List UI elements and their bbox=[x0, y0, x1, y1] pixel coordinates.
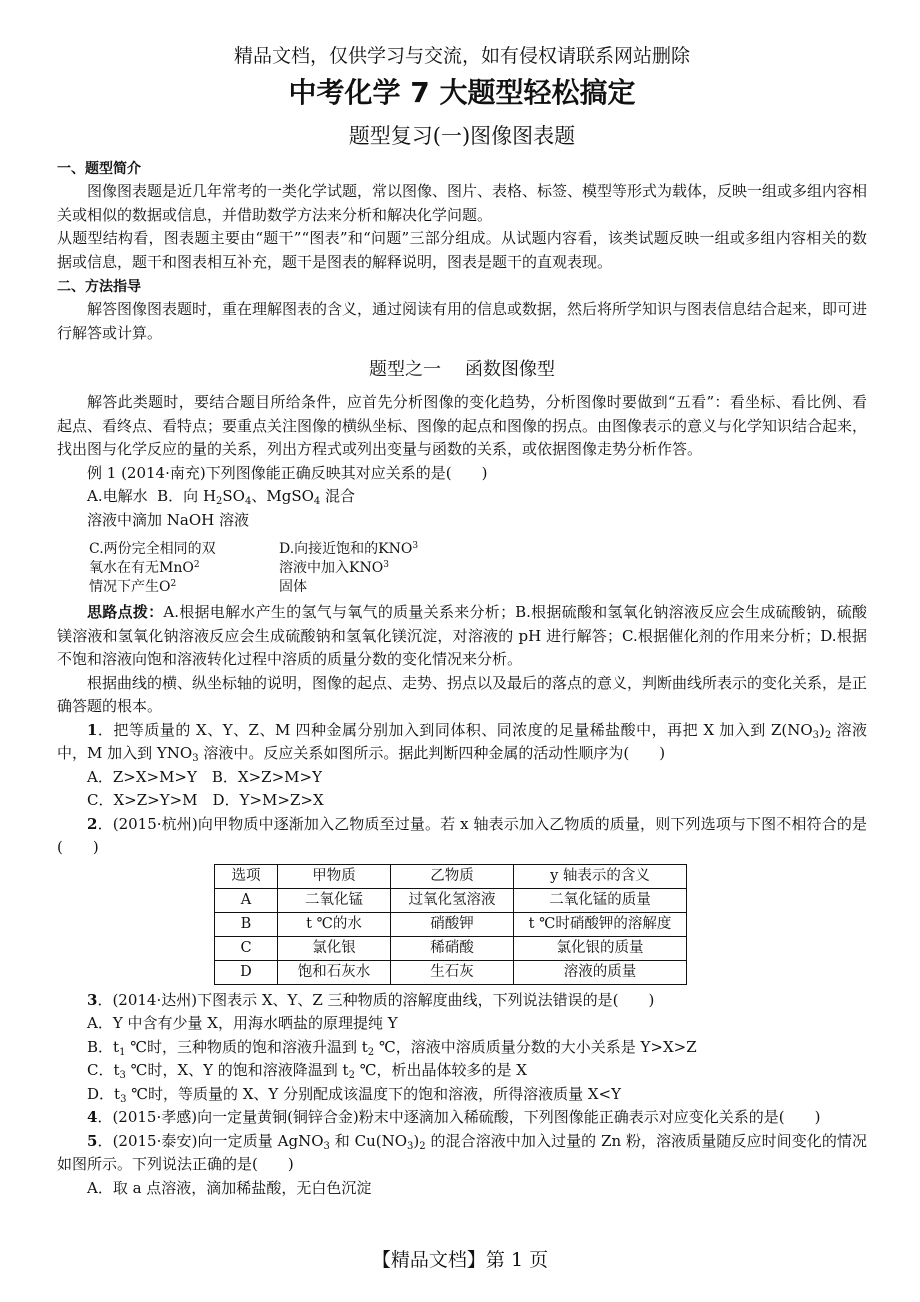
header-note: 精品文档，仅供学习与交流，如有侵权请联系网站删除 bbox=[233, 45, 690, 67]
question-3-option-a: A．Y 中含有少量 X，用海水晒盐的原理提纯 Y bbox=[87, 1014, 398, 1032]
question-1-options-cd: C．X>Z>Y>M D．Y>M>Z>X bbox=[87, 791, 324, 809]
table-cell: t ℃时硝酸钾的溶解度 bbox=[514, 912, 687, 936]
example-1-option-d-line1: D.向接近饱和的KNO$^3$ bbox=[279, 541, 419, 557]
example-1-option-a: A.电解水 bbox=[87, 487, 148, 505]
example-1-option-b-line2: 溶液中滴加 NaOH 溶液 bbox=[87, 510, 249, 529]
example-1-options-cd bbox=[57, 540, 867, 597]
table-cell: 二氧化锰的质量 bbox=[514, 888, 687, 912]
table-cell: 过氧化氢溶液 bbox=[391, 888, 514, 912]
table-cell: D bbox=[215, 960, 278, 984]
table-header-cell: 乙物质 bbox=[391, 864, 514, 888]
question-5-option-a: A．取 a 点溶液，滴加稀盐酸，无白色沉淀 bbox=[87, 1178, 372, 1197]
section-heading-intro: 一、题型简介 bbox=[57, 161, 141, 177]
table-cell: 硝酸钾 bbox=[391, 912, 514, 936]
table-cell: A bbox=[215, 888, 278, 912]
method-paragraph: 解答图像图表题时，重在理解图表的含义，通过阅读有用的信息或数据，然后将所学知识与图表信息结合起来，即可进行解答或计算。 bbox=[57, 300, 868, 342]
table-row bbox=[215, 936, 687, 960]
example-1-summary: 根据曲线的横、纵坐标轴的说明，图像的起点、走势、拐点以及最后的落点的意义，判断曲线所表示的变化关系，是正确答题的根本。 bbox=[57, 673, 868, 715]
table-cell: C bbox=[215, 936, 278, 960]
example-1-option-c-line2: 氧水在有无MnO$^2$ bbox=[89, 560, 200, 576]
table-header-cell: 选项 bbox=[215, 864, 278, 888]
table-cell: t ℃的水 bbox=[278, 912, 391, 936]
table-row bbox=[215, 912, 687, 936]
intro-paragraph-2: 从题型结构看，图表题主要由“题干”“图表”和“问题”三部分组成。从试题内容看，该类试题反映一组或多组内容相关的数据或信息，题干和图表相互补充，题干是图表的解释说明，图表是题干的直观表现。 bbox=[57, 229, 867, 271]
question-2-stem: 2．(2015·杭州)向甲物质中逐渐加入乙物质至过量。若 x 轴表示加入乙物质的质量，则下列选项与下图不相符合的是( ) bbox=[57, 814, 867, 856]
intro-paragraph-1: 图像图表题是近几年常考的一类化学试题，常以图像、图片、表格、标签、模型等形式为载体，反映一组或多组内容相关或相似的数据或信息，并借助数学方法来分析和解决化学问题。 bbox=[57, 182, 868, 224]
page-footer: 【精品文档】第 1 页 bbox=[371, 1249, 549, 1271]
example-1-option-b: B．向 $H_2SO_4$、MgSO$_4$ 混合 bbox=[157, 487, 356, 507]
question-3-stem: 3．(2014·达州)下图表示 X、Y、Z 三种物质的溶解度曲线，下列说法错误的是( ) bbox=[87, 990, 655, 1009]
table-header-row bbox=[215, 864, 687, 888]
document-page bbox=[57, 42, 867, 1200]
question-4-stem: 4．(2015·孝感)向一定量黄铜(铜锌合金)粉末中逐滴加入稀硫酸，下列图像能正确表示对应变化关系的是( ) bbox=[87, 1108, 821, 1126]
table-cell: B bbox=[215, 912, 278, 936]
example-1-option-d-line2: 溶液中加入KNO$^3$ bbox=[279, 560, 389, 576]
type-title bbox=[57, 355, 867, 385]
table-cell: 饱和石灰水 bbox=[278, 960, 391, 984]
question-1-options-ab: A．Z>X>M>Y B．X>Z>M>Y bbox=[87, 767, 322, 786]
example-1-option-c-line3: 情况下产生$O^2$ bbox=[89, 579, 177, 595]
example-1-option-d-line3: 固体 bbox=[279, 579, 307, 595]
table-header-cell: 甲物质 bbox=[278, 864, 391, 888]
question-3-option-c: C．$t_3$ ℃时，X、Y 的饱和溶液降温到 $t_2$ ℃，析出晶体较多的是 X bbox=[87, 1061, 527, 1081]
table-header-cell: y 轴表示的含义 bbox=[514, 864, 687, 888]
table-cell: 生石灰 bbox=[391, 960, 514, 984]
example-1-stem: 例 1 (2014·南充)下列图像能正确反映其对应关系的是( ) bbox=[87, 463, 488, 482]
table-cell: 氯化银的质量 bbox=[514, 936, 687, 960]
type-title-left: 题型之一 bbox=[369, 359, 441, 380]
type-title-right: 函数图像型 bbox=[465, 359, 555, 380]
page-subtitle: 题型复习(一)图像图表题 bbox=[348, 124, 576, 148]
table-cell: 二氧化锰 bbox=[278, 888, 391, 912]
question-3-option-d: D．$t_3$ ℃时，等质量的 X、Y 分别配成该温度下的饱和溶液，所得溶液质量 X<Y bbox=[87, 1084, 622, 1105]
type-intro-paragraph: 解答此类题时，要结合题目所给条件，应首先分析图像的变化趋势，分析图像时要做到“五看”：看坐标、看比例、看起点、看终点、看特点；要重点关注图像的横纵坐标、图像的起点和图像的拐点。由图像表示的意义与化学知识结合起来，找出图与化学反应的量的关系，列出方程式或列出变量与函数的关系，或依据图像走势分析作答。 bbox=[57, 393, 868, 458]
page-title: 中考化学 7 大题型轻松搞定 bbox=[288, 76, 636, 109]
table-cell: 稀硝酸 bbox=[391, 936, 514, 960]
table-row bbox=[215, 888, 687, 912]
question-2-table bbox=[214, 864, 687, 985]
hint-lead: 思路点拨： bbox=[87, 603, 164, 621]
table-cell: 氯化银 bbox=[278, 936, 391, 960]
example-1-hint: 思路点拨：A.根据电解水产生的氢气与氧气的质量关系来分析；B.根据硫酸和氢氧化钠溶液反应会生成硫酸钠，硫酸镁溶液和氢氧化钠溶液反应会生成硫酸钠和氢氧化镁沉淀，对溶液的 pH 进行解答；C.根据催化剂的作用来分析；D.根据不饱和溶液向饱和溶液转化过程中溶质的质量分数的变化情况来分析。 bbox=[57, 603, 867, 668]
question-3-option-b: B．$t_1$ ℃时，三种物质的饱和溶液升温到 $t_2$ ℃，溶液中溶质质量分数的大小关系是 Y>X>Z bbox=[87, 1037, 697, 1058]
table-cell: 溶液的质量 bbox=[514, 960, 687, 984]
section-heading-method: 二、方法指导 bbox=[57, 279, 141, 295]
question-1-stem: 1．把等质量的 X、Y、Z、M 四种金属分别加入到同体积、同浓度的足量稀盐酸中，再把 X 加入到 $Z(NO_3)_2$ 溶液中，M 加入到 $YNO_3$ 溶液中。反应关系如图所示。据此判断四种金属的活动性顺序为( ) bbox=[57, 720, 867, 764]
table-row bbox=[215, 960, 687, 984]
question-5-stem: 5．(2015·泰安)向一定质量 AgNO$_3$ 和 $Cu(NO_3)_2$ 的混合溶液中加入过量的 Zn 粉，溶液质量随反应时间变化的情况如图所示。下列说法正确的是( ) bbox=[57, 1131, 867, 1173]
example-1-options-ab bbox=[57, 485, 867, 509]
example-1-option-c-line1: C.两份完全相同的双 bbox=[89, 541, 216, 557]
